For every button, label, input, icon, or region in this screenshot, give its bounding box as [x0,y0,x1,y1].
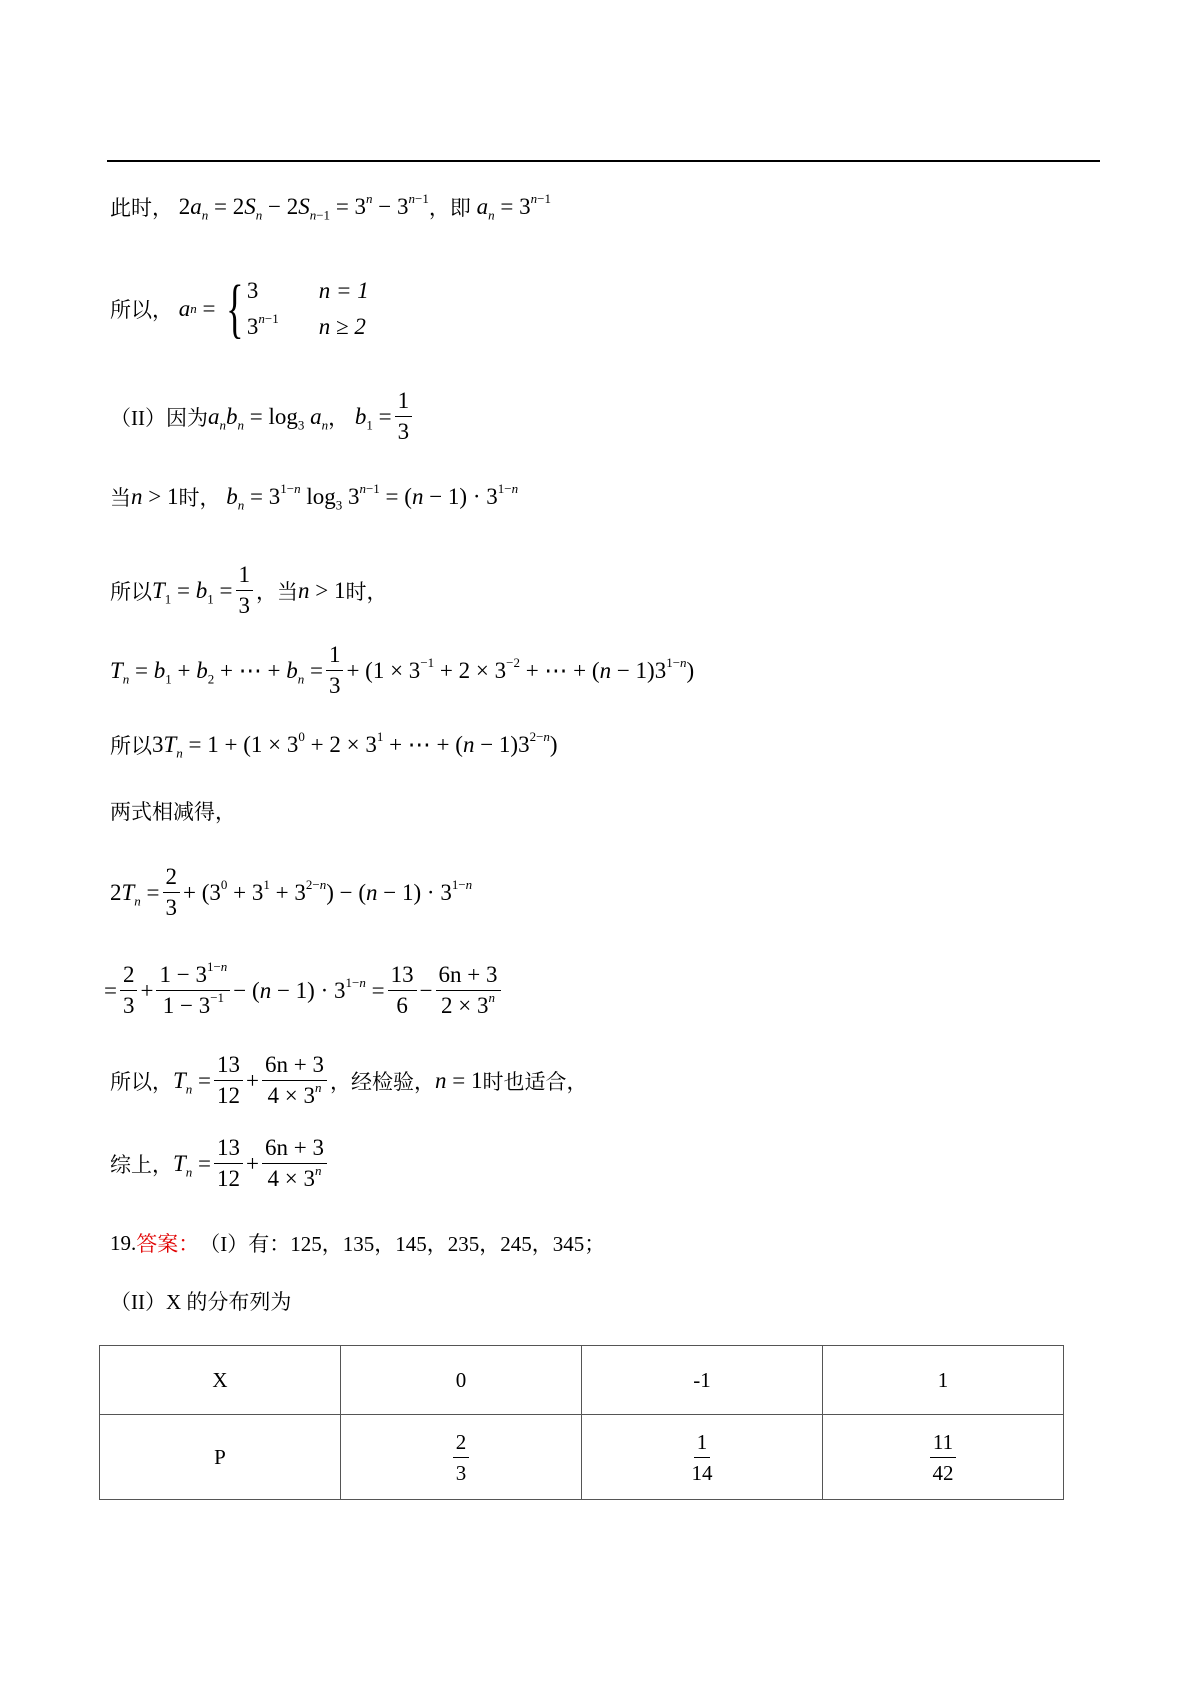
table-cell: -1 [582,1346,823,1415]
formula-an: $a_n = 3^{n-1}$ [476,191,551,223]
text-line-4: 当 n > 1 时， $b_n = 3^{1-n}$ $\log_3 3^{n-1} = (n - 1) \cdot 3^{1-n}$ [110,481,519,513]
text-line-8: 两式相减得， [110,800,236,824]
fraction: $\frac{1 - 3^{1-n}}{1 - 3^{-1}}$ [156,960,230,1021]
text-line-12: 综上， $T_n$ = $\frac{13}{12}$ + $\frac{6n + 3}{4 \times 3^n}$ [110,1133,330,1194]
table-row [100,1415,1064,1500]
fraction: $\frac{2}{3}$ [120,960,138,1021]
formula-2an: $2a_n = 2S_n - 2S_{n-1} = 3^n - 3^{n-1}$ [173,191,429,223]
fraction: $\frac{2}{3}$ [163,862,181,923]
fraction: $\frac{13}{6}$ [388,960,417,1021]
table-cell: X [100,1346,341,1415]
fraction: $\frac{6n + 3}{4 \times 3^n}$ [262,1133,327,1194]
fraction: $\frac{11}{42}$ [930,1427,957,1488]
table-cell [582,1415,823,1500]
text-line-14: （II）X 的分布列为 [110,1290,292,1314]
text-line-5: 所以 $T_1 = b_1$ = $\frac{1}{3}$ ，当 n > 1 时， [110,560,388,621]
table-cell [823,1415,1064,1500]
fraction: $\frac{1}{3}$ [326,640,344,701]
text-line-3: （II）因为 $a_nb_n = \log_3 a_n$ ， $b_1$ = $\frac{1}{3}$ [110,386,415,447]
header-rule [107,160,1100,162]
fraction: $\frac{2}{3}$ [453,1427,470,1488]
text-line-6: $T_n = b_1 + b_2$ + ⋯ + $b_n$ = $\frac{1}{3}$ + ($1 \times 3^{-1} + 2 \times 3^{-2}$ + ⋯ + $(n - 1)3^{1-n}$) [110,640,694,701]
table-cell: 1 [823,1346,1064,1415]
fraction: $\frac{6n + 3}{2 \times 3^n}$ [436,960,501,1021]
text-line-9: $2T_n$ = $\frac{2}{3}$ + $(3^0 + 3^1 + 3^{2-n}) - (n - 1) \cdot 3^{1-n}$ [110,862,472,923]
answer-line: 19. 答案： （I）有：125，135，145，235，245，345； [110,1228,605,1258]
formula-piecewise: a n = { 3 n = 1 $3^{n-1}$ n ≥ 2 [178,272,369,345]
text-line-1: 此时， $2a_n = 2S_n - 2S_{n-1} = 3^n - 3^{n-1}$ ，即 $a_n = 3^{n-1}$ [110,191,551,223]
text-line-10: = $\frac{2}{3}$ + $\frac{1 - 3^{1-n}}{1 - 3^{-1}}$ − $(n - 1) \cdot 3^{1-n}$ = $\frac{13}{6}$ − $\frac{6n + 3}{2 \times 3^n}$ [104,960,504,1021]
fraction: $\frac{1}{14}$ [689,1427,716,1488]
fraction: $\frac{13}{12}$ [214,1133,243,1194]
table-row [100,1346,1064,1415]
fraction: $\frac{1}{3}$ [395,386,413,447]
fraction: $\frac{6n + 3}{4 \times 3^n}$ [262,1050,327,1111]
brace-icon: { [226,272,244,345]
table-cell: 0 [341,1346,582,1415]
text-line-7: 所以 $3T_n = 1 + (1 \times 3^0 + 2 \times 3^1$ + ⋯ + $(n - 1)3^{2-n}$) [110,729,558,761]
fraction: $\frac{13}{12}$ [214,1050,243,1111]
table-cell [341,1415,582,1500]
table-cell: P [100,1415,341,1500]
answer-label: 答案： [136,1232,200,1256]
distribution-table [99,1345,1064,1500]
text-line-2: 所以， a n = { 3 n = 1 $3^{n-1}$ n ≥ 2 [110,272,369,345]
text-line-11: 所以， $T_n$ = $\frac{13}{12}$ + $\frac{6n + 3}{4 \times 3^n}$ ，经检验， n = 1 时也适合， [110,1050,587,1111]
fraction: $\frac{1}{3}$ [236,560,254,621]
